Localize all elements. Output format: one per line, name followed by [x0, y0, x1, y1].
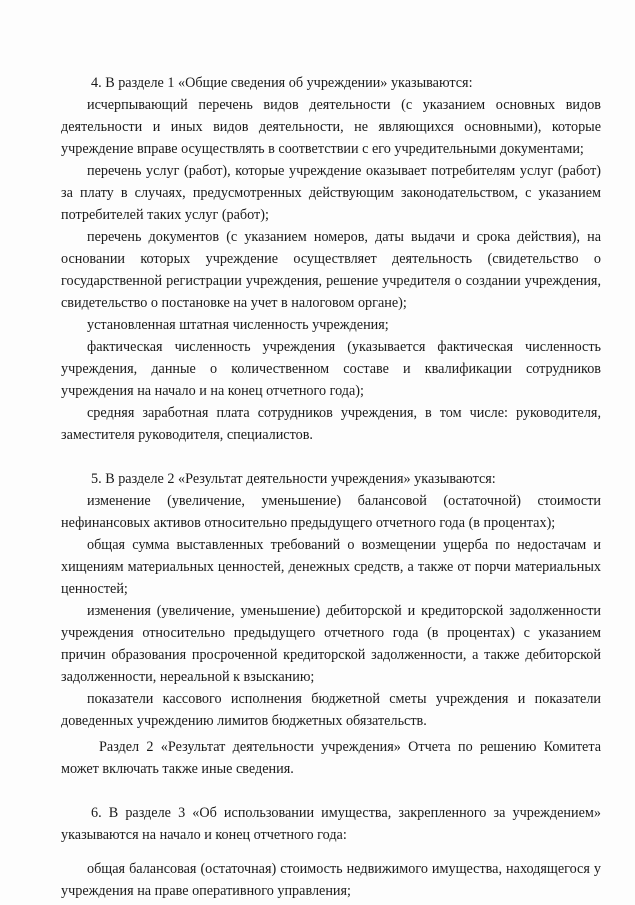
- section-5-heading: 5. В разделе 2 «Результат деятельности учреждения» указываются:: [91, 471, 496, 487]
- section-4-item: перечень услуг (работ), которые учреждение оказывает потребителям услуг (работ) за плату в случаях, предусмотренных действующим законодательством, с указанием потребителей таких услуг (работ);: [61, 163, 601, 223]
- section-5-note: Раздел 2 «Результат деятельности учреждения» Отчета по решению Комитета может включать также иные сведения.: [61, 739, 601, 777]
- section-4-item: перечень документов (с указанием номеров, даты выдачи и срока действия), на основании которых учреждение осуществляет деятельность (свидетельство о государственной регистрации учреждения, решение учредителя о создании учреждения, свидетельство о постановке на учет в налоговом органе);: [61, 229, 601, 311]
- section-5-item: показатели кассового исполнения бюджетной сметы учреждения и показатели доведенных учреждению лимитов бюджетных обязательств.: [61, 691, 601, 729]
- section-4-item: установленная штатная численность учреждения;: [87, 317, 389, 333]
- section-4-heading: 4. В разделе 1 «Общие сведения об учреждении» указываются:: [91, 75, 473, 91]
- document-body: [61, 72, 601, 902]
- section-4-item: фактическая численность учреждения (указывается фактическая численность учреждения, данные о количественном составе и квалификации сотрудников учреждения на начало и на конец отчетного года);: [61, 339, 601, 399]
- section-6-heading: 6. В разделе 3 «Об использовании имущества, закрепленного за учреждением» указываются на начало и конец отчетного года:: [61, 805, 601, 843]
- section-5-item: изменение (увеличение, уменьшение) балансовой (остаточной) стоимости нефинансовых активов относительно предыдущего отчетного года (в процентах);: [61, 493, 601, 531]
- section-6-item: общая балансовая (остаточная) стоимость недвижимого имущества, находящегося у учреждения на праве оперативного управления;: [61, 861, 601, 899]
- section-4-item: исчерпывающий перечень видов деятельности (с указанием основных видов деятельности и иных видов деятельности, не являющихся основными), которые учреждение вправе осуществлять в соответствии с его учредительными документами;: [61, 97, 601, 157]
- section-5-item: общая сумма выставленных требований о возмещении ущерба по недостачам и хищениям материальных ценностей, денежных средств, а также от порчи материальных ценностей;: [61, 537, 601, 597]
- section-5-item: изменения (увеличение, уменьшение) дебиторской и кредиторской задолженности учреждения относительно предыдущего отчетного года (в процентах) с указанием причин образования просроченной кредиторской задолженности, а также дебиторской задолженности, нереальной к взысканию;: [61, 603, 601, 685]
- section-4-item: средняя заработная плата сотрудников учреждения, в том числе: руководителя, заместителя руководителя, специалистов.: [61, 405, 601, 443]
